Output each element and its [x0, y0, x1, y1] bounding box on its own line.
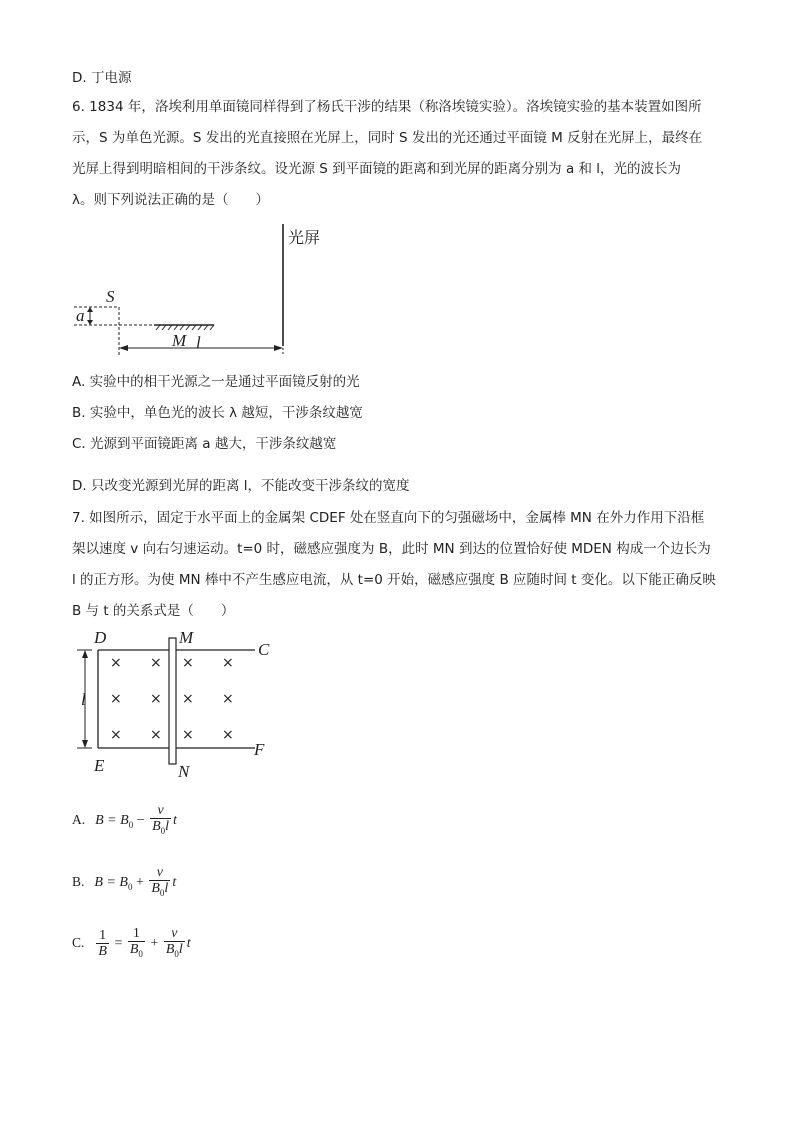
q7-line: 7. 如图所示，固定于水平面上的金属架 CDEF 处在竖直向下的匀强磁场中，金属棒 MN 在外力作用下沿框 [72, 510, 705, 526]
field-mark: × [150, 727, 162, 743]
q6-option-a: A. 实验中的相干光源之一是通过平面镜反射的光 [72, 374, 360, 390]
a-label: a [76, 306, 85, 325]
option-label: A. [72, 812, 86, 828]
a-arrow-top [87, 307, 93, 312]
label-d: D [94, 628, 107, 647]
rod-mn [169, 638, 176, 764]
field-mark: × [222, 655, 234, 671]
field-mark: × [150, 655, 162, 671]
l-arrow-bottom [82, 740, 88, 748]
fraction: $\frac{v}{B_0l}$ [150, 803, 171, 839]
screen-label: 光屏 [288, 228, 321, 247]
q6-line: 光屏上得到明暗相间的干涉条纹。设光源 S 到平面镜的距离和到光屏的距离分别为 a 和 l，光的波长为 [72, 161, 682, 177]
l-arrow-left [119, 345, 128, 351]
fraction: $\frac{v}{B_0l}$ [164, 926, 185, 962]
q7-figure-frame [70, 625, 290, 785]
label-l: l [81, 690, 86, 709]
field-mark: × [182, 691, 194, 707]
a-arrow-bottom [87, 320, 93, 325]
q6-option-d: D. 只改变光源到光屏的距离 l，不能改变干涉条纹的宽度 [72, 478, 410, 494]
q7-line: 架以速度 v 向右匀速运动。t=0 时，磁感应强度为 B，此时 MN 到达的位置恰好使 MDEN 构成一个边长为 [72, 541, 711, 557]
field-mark: × [110, 655, 122, 671]
label-c: C [258, 640, 270, 659]
option-label: B. [72, 874, 85, 890]
fraction: $\frac{1}{B}$ [98, 928, 107, 960]
field-mark: × [182, 655, 194, 671]
q6-figure-lloyd-mirror [70, 218, 330, 358]
fraction: $\frac{v}{B_0l}$ [149, 865, 170, 901]
mirror-label: M [172, 331, 187, 350]
q7-option-a: A. $B = B_0$ − $\frac{v}{B_0l}$ t [72, 803, 177, 839]
field-mark: × [182, 727, 194, 743]
source-label: S [106, 287, 115, 306]
l-arrow-top [82, 650, 88, 658]
field-mark: × [222, 691, 234, 707]
q6-option-b: B. 实验中，单色光的波长 λ 越短，干涉条纹越宽 [72, 405, 363, 421]
field-mark: × [222, 727, 234, 743]
q7-option-b: B. $B = B_0$ + $\frac{v}{B_0l}$ t [72, 865, 176, 901]
label-n: N [178, 762, 190, 781]
q7-statement [72, 503, 732, 627]
q7-line: B 与 t 的关系式是（ ） [72, 603, 235, 619]
label-m: M [179, 628, 194, 647]
q6-line: 6. 1834 年，洛埃利用单面镜同样得到了杨氏干涉的结果（称洛埃镜实验）。洛埃镜实验的基本装置如图所 [72, 99, 702, 115]
q6-option-c: C. 光源到平面镜距离 a 越大，干涉条纹越宽 [72, 436, 337, 452]
q6-line: λ。则下列说法正确的是（ ） [72, 192, 269, 208]
mirror-hatching [156, 325, 214, 330]
label-e: E [94, 756, 105, 775]
q6-line: 示，S 为单色光源。S 发出的光直接照在光屏上，同时 S 发出的光还通过平面镜 M 反射在光屏上，最终在 [72, 130, 703, 146]
fraction: $\frac{1}{B_0}$ [128, 926, 145, 962]
q6-statement [72, 92, 732, 216]
q7-line: l 的正方形。为使 MN 棒中不产生感应电流，从 t=0 开始，磁感应强度 B 应随时间 t 变化。以下能正确反映 [72, 572, 716, 588]
q7-option-c: C. $\frac{1}{B}$ = $\frac{1}{B_0}$ + $\frac{v}{B_0l}$ t [72, 926, 191, 962]
l-arrow-right [274, 345, 283, 351]
field-mark: × [150, 691, 162, 707]
label-f: F [254, 740, 265, 759]
field-mark: × [110, 727, 122, 743]
option-label: C. [72, 935, 85, 951]
l-label: l [196, 333, 201, 352]
q5-option-d: D. 丁电源 [72, 70, 132, 86]
field-mark: × [110, 691, 122, 707]
